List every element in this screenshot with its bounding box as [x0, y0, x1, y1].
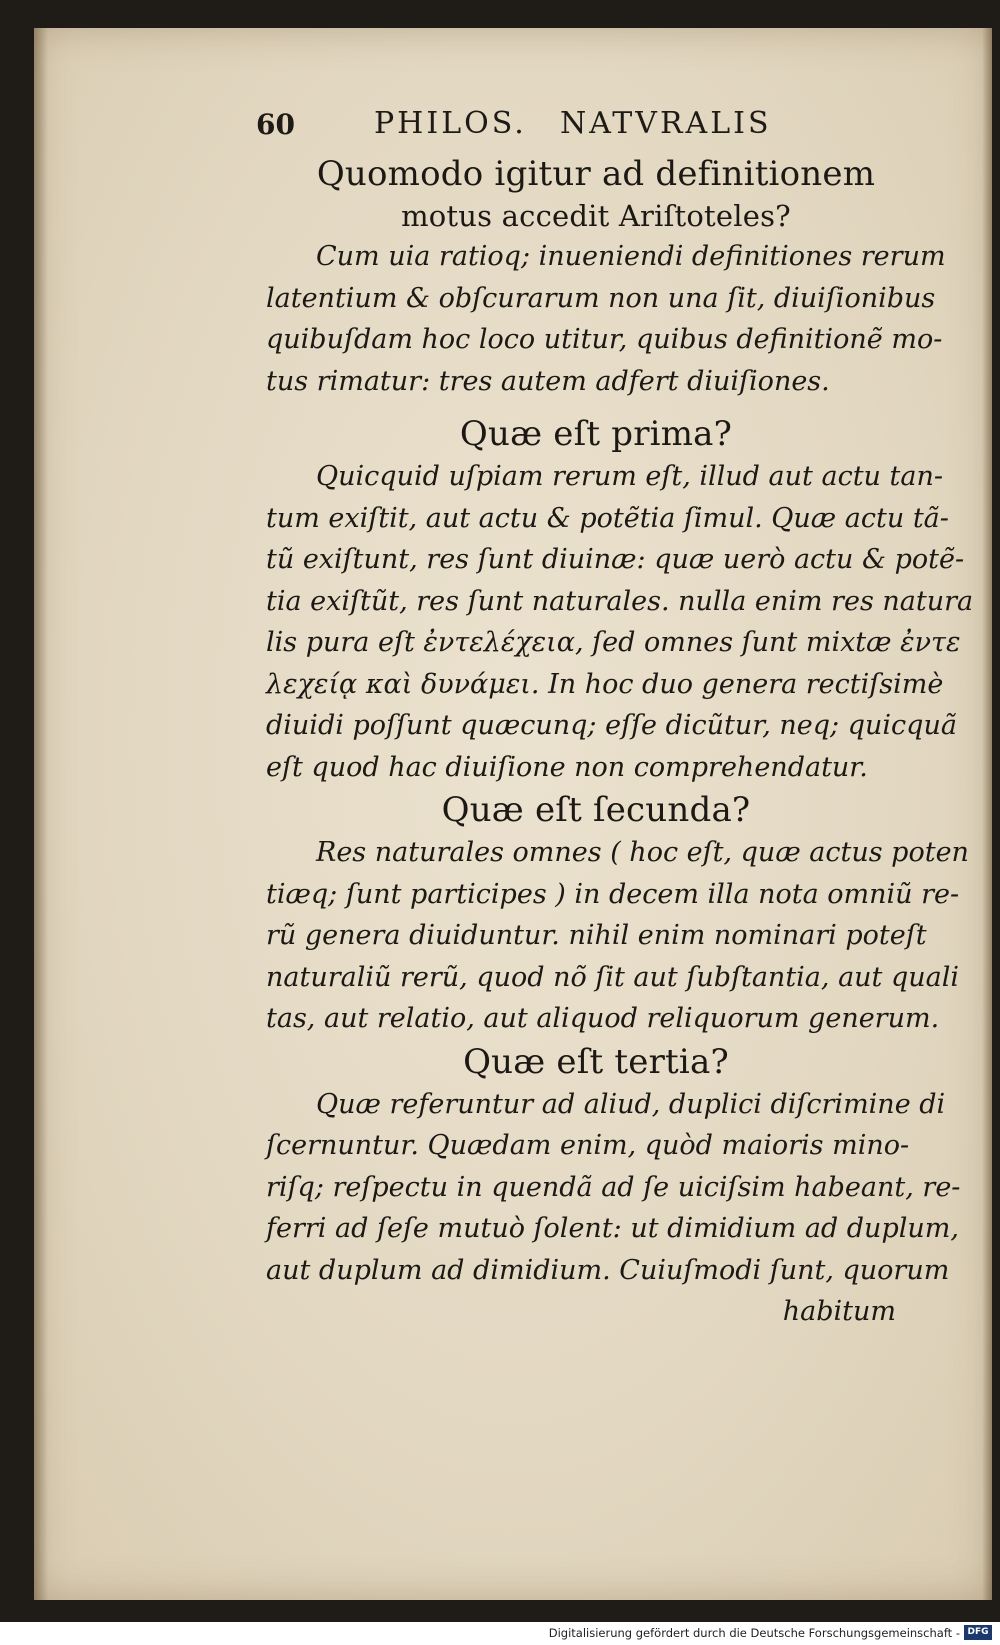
question-line: Quæ eſt tertia?: [463, 1041, 729, 1082]
text-line: eſt quod hac diuiſione non comprehendatur.: [266, 751, 868, 783]
section-2: [266, 412, 974, 788]
question-line: Quomodo igitur ad definitionem: [316, 154, 876, 194]
answer-paragraph: [266, 832, 969, 1040]
text-line: riſq; reſpectu in quendã ad ſe uiciſsim habeant, re-: [266, 1171, 961, 1203]
book-page: [34, 28, 992, 1600]
page-edge-shadow: [982, 28, 992, 1600]
question-heading: [266, 152, 926, 236]
text-line: tum exiſtit, aut actu & potẽtia ſimul. Quæ actu tã-: [266, 502, 949, 534]
main-text: [266, 152, 974, 1333]
text-line: Quæ referuntur ad aliud, duplici diſcrimine di: [316, 1088, 946, 1120]
question-heading: [266, 788, 926, 832]
question-line: Quæ eſt prima?: [459, 414, 733, 454]
text-line: tiæq; ſunt participes ) in decem illa nota omniũ re-: [266, 878, 960, 910]
text-line: ſcernuntur. Quædam enim, quòd maioris mino-: [266, 1130, 910, 1161]
question-heading: [266, 412, 926, 456]
text-line: λεχείᾳ καὶ δυνάμει. In hoc duo genera rectiſsimè: [266, 668, 944, 700]
funding-credit: Digitalisierung gefördert durch die Deutsche Forschungsgemeinschaft -: [548, 1626, 960, 1640]
text-line: latentium & obſcurarum non una ſit, diuiſionibus: [266, 282, 936, 314]
running-head-left: PHILOS.: [374, 106, 527, 141]
digitization-footer: [0, 1622, 1000, 1645]
text-line: quibuſdam hoc loco utitur, quibus definitionẽ mo-: [266, 324, 943, 355]
page-header: [256, 106, 876, 146]
question-line: Quæ eſt ſecunda?: [441, 790, 751, 830]
text-line: ferri ad ſeſe mutuò ſolent: ut dimidium ad duplum,: [266, 1213, 959, 1244]
page-gutter-shadow: [34, 28, 48, 1600]
answer-paragraph: [266, 1084, 961, 1333]
question-heading: [266, 1040, 926, 1084]
text-line: rũ genera diuiduntur. nihil enim nominari poteſt: [266, 920, 927, 951]
section-3: [266, 788, 969, 1040]
answer-paragraph: [266, 236, 946, 402]
text-line: lis pura eſt ἐντελέχεια, ſed omnes ſunt mixtæ ἐντε: [266, 627, 961, 658]
text-line: tus rimatur: tres autem adfert diuiſiones.: [266, 365, 830, 397]
section-4: [266, 1040, 961, 1333]
text-line: tia exiſtũt, res ſunt naturales. nulla enim res natura: [266, 585, 974, 617]
text-line: tas, aut relatio, aut aliquod reliquorum generum.: [266, 1003, 940, 1034]
page-number: 60: [256, 108, 295, 141]
text-line: Quicquid uſpiam rerum eſt, illud aut actu tan-: [316, 461, 943, 492]
text-line: tũ exiſtunt, res ſunt diuinæ: quæ uerò actu & potẽ-: [266, 544, 965, 575]
text-line: Res naturales omnes ( hoc eſt, quæ actus poten: [316, 837, 969, 868]
text-line: Cum uia ratioq; inueniendi definitiones rerum: [316, 241, 946, 272]
text-line: aut duplum ad dimidium. Cuiuſmodi ſunt, quorum: [266, 1254, 950, 1286]
section-1: [266, 152, 946, 402]
text-line: naturaliũ rerũ, quod nõ ſit aut ſubſtantia, aut quali: [266, 961, 960, 993]
catchword: habitum: [782, 1296, 896, 1327]
question-line: motus accedit Ariſtoteles?: [401, 199, 791, 233]
answer-paragraph: [266, 456, 974, 788]
running-head-right: NATVRALIS: [560, 106, 772, 141]
dfg-logo: DFG: [964, 1625, 992, 1640]
text-line: diuidi poſſunt quæcunq; eſſe dicũtur, neq; quicquã: [266, 710, 957, 741]
